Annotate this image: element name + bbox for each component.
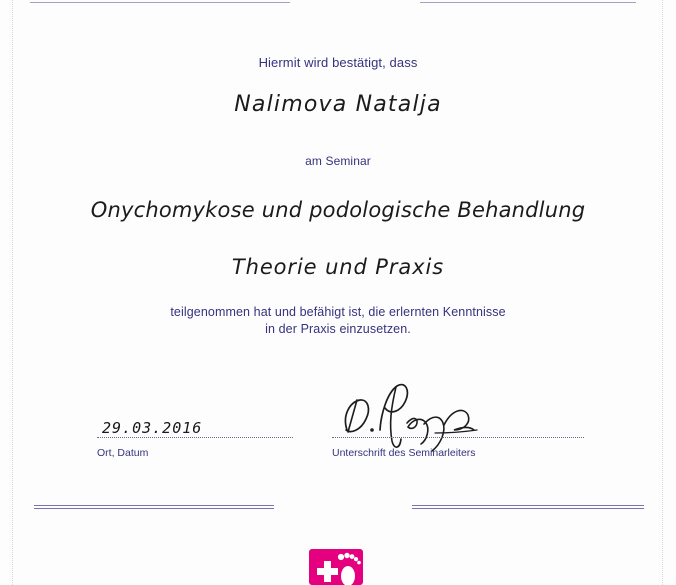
date-caption: Ort, Datum bbox=[97, 447, 149, 459]
seminar-subtitle: Theorie und Praxis bbox=[231, 255, 445, 279]
foot-plus-icon bbox=[309, 549, 363, 585]
seminar-label: am Seminar bbox=[305, 154, 371, 168]
recipient-name: Nalimova Natalja bbox=[234, 92, 442, 117]
outcome-line-2: in der Praxis einzusetzen. bbox=[265, 322, 411, 336]
left-dotted-edge bbox=[12, 0, 13, 585]
signature-dotted-line bbox=[332, 437, 584, 438]
signature-caption: Unterschrift des Seminarleiters bbox=[332, 447, 476, 459]
outcome-line-1: teilgenommen hat und befähigt ist, die erlernten Kenntnisse bbox=[170, 305, 506, 319]
certificate-date: 29.03.2016 bbox=[102, 419, 203, 437]
date-dotted-line bbox=[97, 437, 293, 438]
logo-background bbox=[309, 549, 363, 585]
right-dotted-edge bbox=[662, 0, 663, 585]
bottom-left-double-rule bbox=[34, 505, 274, 509]
seminar-title: Onychomykose und podologische Behandlung bbox=[90, 198, 586, 222]
top-left-rule bbox=[30, 2, 290, 4]
bottom-right-double-rule bbox=[412, 505, 644, 509]
certificate-intro: Hiermit wird bestätigt, dass bbox=[258, 55, 418, 70]
top-right-rule bbox=[420, 2, 636, 4]
certificate-outcome bbox=[0, 304, 676, 338]
